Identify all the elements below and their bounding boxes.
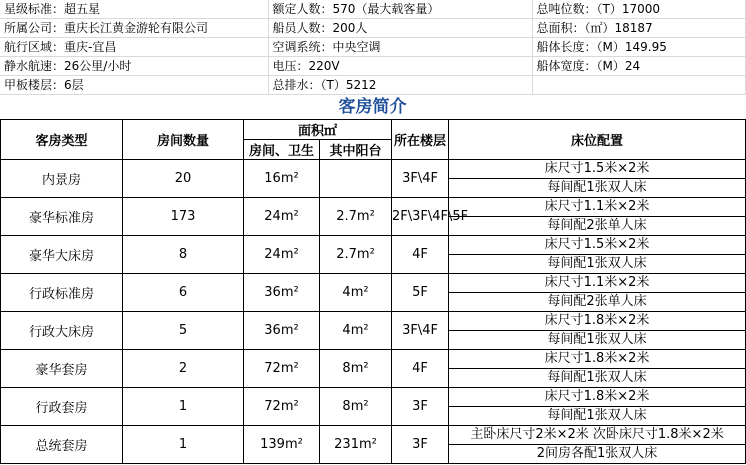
bed-size-line: 床尺寸1.8米×2米 [449, 312, 745, 331]
bed-count-line: 每间配2张单人床 [547, 218, 647, 233]
floor-cell: 5F [392, 274, 449, 312]
header-area: 面积㎡ [244, 120, 392, 140]
info-cell: 空调系统：中央空调 [268, 38, 532, 57]
area-value: 139 [260, 437, 285, 452]
area-value: 36 [264, 323, 281, 338]
info-cell: 船体长度：（M）149.95 [532, 38, 745, 57]
bed-size-line: 主卧床尺寸2米×2米 次卧床尺寸1.8米×2米 [449, 426, 745, 445]
bed-size-line: 床尺寸1.1米×2米 [449, 274, 745, 293]
area-cell [244, 426, 320, 464]
room-count-cell: 20 [123, 160, 244, 198]
area-cell [244, 388, 320, 426]
balcony-value: 8 [342, 361, 351, 376]
floor-cell: 3F [392, 388, 449, 426]
area-unit: m² [280, 399, 299, 414]
balcony-cell [320, 350, 392, 388]
area-value: 72 [264, 361, 281, 376]
area-unit: m² [280, 361, 299, 376]
bed-config-cell [449, 236, 746, 274]
area-value: 72 [264, 399, 281, 414]
table-row [1, 388, 746, 426]
info-cell [532, 76, 745, 95]
room-type-cell: 内景房 [1, 160, 123, 198]
info-cell: 总吨位数：（T）17000 [532, 0, 745, 19]
info-cell: 船体宽度：（M）24 [532, 57, 745, 76]
bed-count-line: 每间配2张单人床 [547, 294, 647, 309]
area-cell [244, 236, 320, 274]
balcony-unit: m² [356, 209, 375, 224]
bed-size-line: 床尺寸1.8米×2米 [449, 350, 745, 369]
room-type-cell: 豪华标准房 [1, 198, 123, 236]
bed-size-line: 床尺寸1.5米×2米 [449, 160, 745, 179]
info-row [0, 38, 745, 57]
area-value: 24 [264, 209, 281, 224]
info-cell: 星级标准：超五星 [0, 0, 268, 19]
bed-config-cell [449, 274, 746, 312]
info-cell: 甲板楼层：6层 [0, 76, 268, 95]
room-type-cell: 行政大床房 [1, 312, 123, 350]
area-cell [244, 312, 320, 350]
table-row [1, 236, 746, 274]
balcony-value: 8 [342, 399, 351, 414]
room-count-cell: 8 [123, 236, 244, 274]
bed-config-cell [449, 426, 746, 464]
table-row [1, 350, 746, 388]
bed-config-cell [449, 198, 746, 236]
area-value: 24 [264, 247, 281, 262]
bed-count-line: 每间配1张双人床 [547, 256, 647, 271]
info-row [0, 57, 745, 76]
header-floor: 所在楼层 [392, 120, 449, 160]
balcony-value: 231 [334, 437, 359, 452]
info-cell: 总排水：（T）5212 [268, 76, 532, 95]
floor-cell: 3F\4F [392, 160, 449, 198]
floor-cell: 3F\4F [392, 312, 449, 350]
bed-count-line: 每间配1张双人床 [547, 408, 647, 423]
room-table [0, 119, 746, 464]
room-count-cell: 6 [123, 274, 244, 312]
room-count-cell: 1 [123, 388, 244, 426]
area-unit: m² [280, 171, 299, 186]
balcony-cell [320, 426, 392, 464]
balcony-value: 2.7 [336, 209, 357, 224]
section-title: 客房简介 [338, 97, 407, 117]
balcony-unit: m² [356, 247, 375, 262]
bed-count-line: 每间配1张双人床 [547, 370, 647, 385]
balcony-cell [320, 312, 392, 350]
bed-count-line: 每间配1张双人床 [547, 180, 647, 195]
header-bed: 床位配置 [449, 120, 746, 160]
info-cell: 额定人数：570（最大载客量） [268, 0, 532, 19]
area-unit: m² [280, 285, 299, 300]
area-value: 36 [264, 285, 281, 300]
bed-config-cell [449, 312, 746, 350]
balcony-value: 4 [342, 285, 351, 300]
info-row [0, 0, 745, 19]
info-cell: 静水航速：26公里/小时 [0, 57, 268, 76]
area-cell [244, 350, 320, 388]
floor-cell: 4F [392, 236, 449, 274]
balcony-value: 4 [342, 323, 351, 338]
balcony-unit: m² [350, 323, 369, 338]
area-unit: m² [284, 437, 303, 452]
room-type-cell: 豪华套房 [1, 350, 123, 388]
info-cell: 电压：220V [268, 57, 532, 76]
table-row [1, 198, 746, 236]
table-row [1, 312, 746, 350]
floor-cell: 3F [392, 426, 449, 464]
area-cell [244, 198, 320, 236]
header-room-count: 房间数量 [123, 120, 244, 160]
info-cell: 所属公司：重庆长江黄金游轮有限公司 [0, 19, 268, 38]
room-count-cell: 5 [123, 312, 244, 350]
bed-config-cell [449, 350, 746, 388]
header-area-room: 房间、卫生 [244, 140, 320, 160]
floor-cell: 4F [392, 350, 449, 388]
table-row [1, 426, 746, 464]
bed-size-line: 床尺寸1.5米×2米 [449, 236, 745, 255]
balcony-value: 2.7 [336, 247, 357, 262]
bed-count-line: 每间配1张双人床 [547, 332, 647, 347]
header-area-balcony: 其中阳台 [320, 140, 392, 160]
info-cell: 总面积：（㎡）18187 [532, 19, 745, 38]
room-count-cell: 173 [123, 198, 244, 236]
bed-count-line: 2间房各配1张双人床 [536, 446, 658, 461]
info-row [0, 76, 745, 95]
header-room-type: 客房类型 [1, 120, 123, 160]
room-count-cell: 1 [123, 426, 244, 464]
area-unit: m² [280, 209, 299, 224]
balcony-unit: m² [350, 285, 369, 300]
balcony-cell [320, 274, 392, 312]
area-unit: m² [280, 323, 299, 338]
balcony-cell [320, 198, 392, 236]
area-cell [244, 274, 320, 312]
balcony-unit: m² [358, 437, 377, 452]
balcony-unit: m² [350, 361, 369, 376]
table-row [1, 160, 746, 198]
room-type-cell: 行政套房 [1, 388, 123, 426]
balcony-cell [320, 388, 392, 426]
room-count-cell: 2 [123, 350, 244, 388]
area-unit: m² [280, 247, 299, 262]
room-type-cell: 豪华大床房 [1, 236, 123, 274]
balcony-cell [320, 160, 392, 198]
area-cell [244, 160, 320, 198]
bed-size-line: 床尺寸1.1米×2米 [449, 198, 745, 217]
bed-config-cell [449, 160, 746, 198]
info-cell: 航行区域：重庆-宜昌 [0, 38, 268, 57]
ship-info-table [0, 0, 746, 95]
info-row [0, 19, 745, 38]
info-cell: 船员人数：200人 [268, 19, 532, 38]
room-type-cell: 总统套房 [1, 426, 123, 464]
area-value: 16 [264, 171, 281, 186]
balcony-unit: m² [350, 399, 369, 414]
table-row [1, 274, 746, 312]
bed-config-cell [449, 388, 746, 426]
balcony-cell [320, 236, 392, 274]
room-type-cell: 行政标准房 [1, 274, 123, 312]
bed-size-line: 床尺寸1.8米×2米 [449, 388, 745, 407]
floor-cell: 2F\3F\4F\5F [392, 198, 449, 236]
